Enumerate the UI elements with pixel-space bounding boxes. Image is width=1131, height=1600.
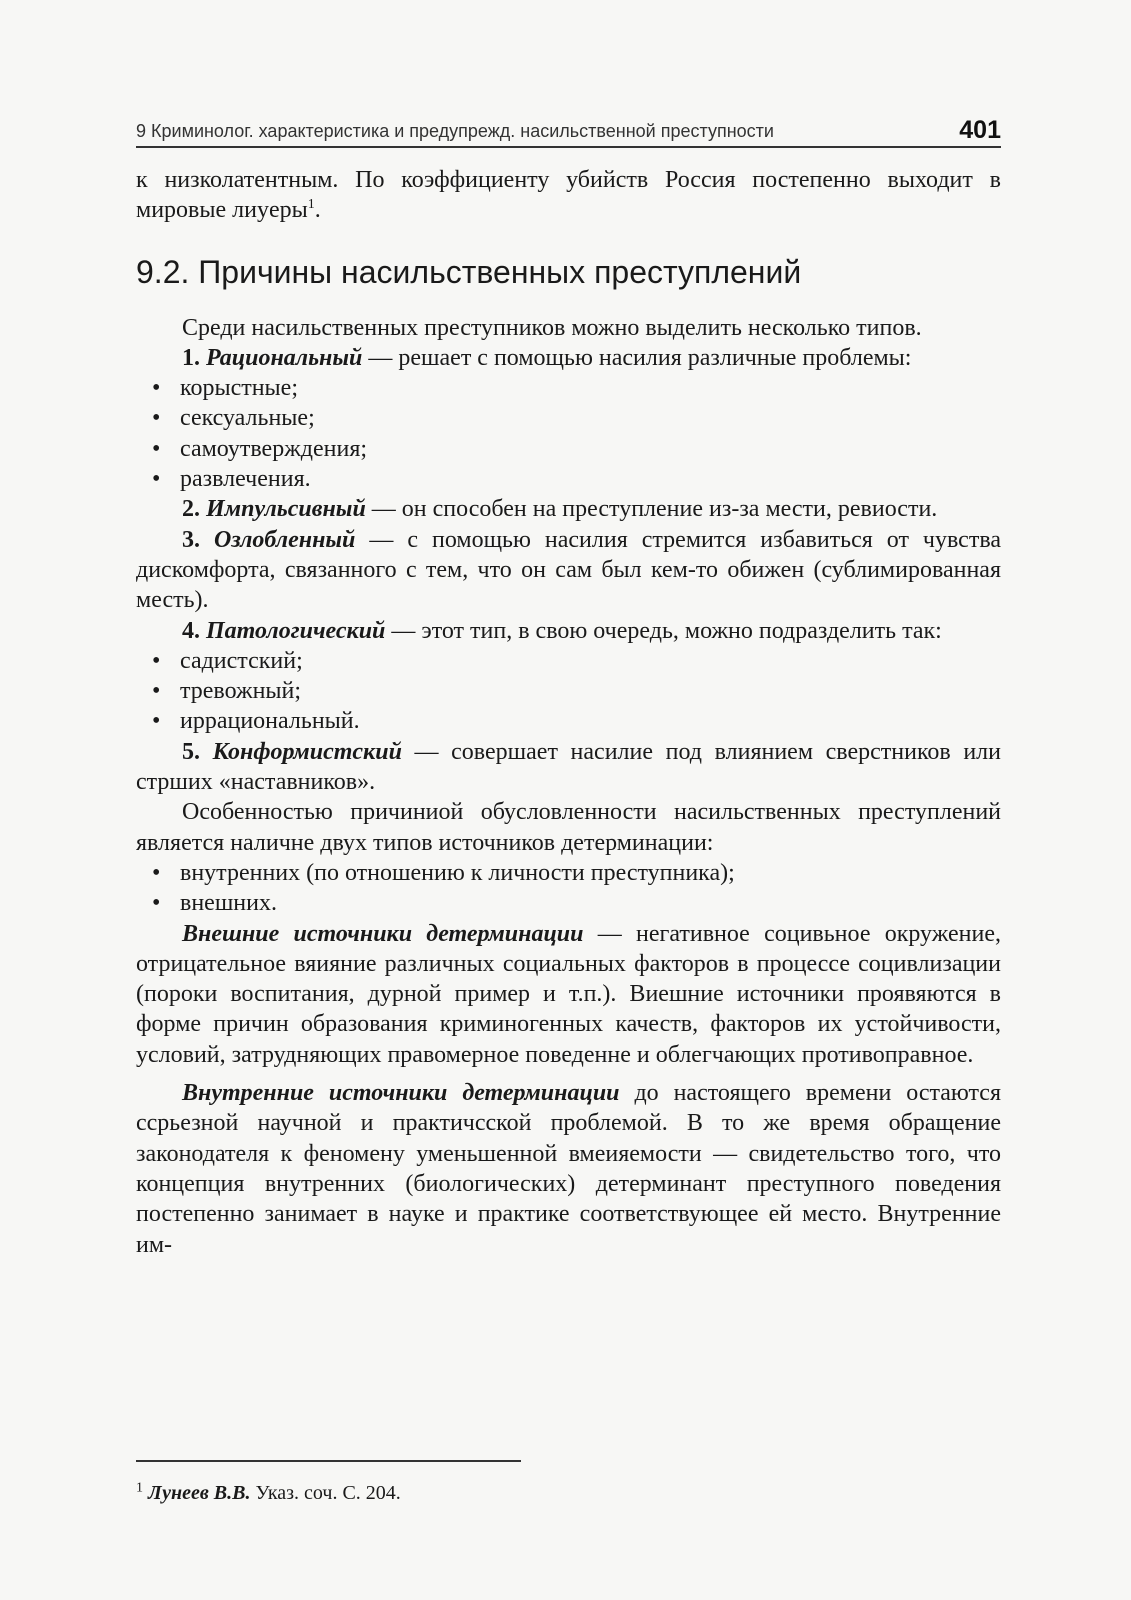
footnote-divider bbox=[136, 1460, 521, 1462]
list-item: • сексуальные; bbox=[180, 403, 1001, 433]
list-item: • развлечения. bbox=[180, 464, 1001, 494]
type-embittered: 3. Озлобленный — с помощью насилия стремится избавиться от чувства дискомфорта, связанного с тем, что он сам был кем-то обижен (сублимированная месть). bbox=[136, 526, 1001, 614]
list-item: • внешних. bbox=[180, 888, 1001, 918]
type-pathological: 4. Патологический — этот тип, в свою очередь, можно подразделить так: bbox=[182, 617, 942, 644]
paragraph-determination-feature: Особенностью причиниой обусловленности насильственных преступлений является наличне двух типов источников детерминации: bbox=[136, 799, 1001, 856]
page-body bbox=[136, 165, 1001, 1260]
running-header-title: 9 Криминолог. характеристика и предупрежд. насильственной преступности bbox=[136, 121, 774, 141]
determination-sources-list bbox=[136, 858, 1001, 919]
footnote-reference[interactable]: 1 bbox=[307, 197, 315, 213]
list-item: • внутренних (по отношению к личности преступника); bbox=[180, 858, 1001, 888]
paragraph-external-sources: Внешние источники детерминации — негативное социвьное окружение, отрицательное вяияние различных социальных факторов в процессе социвлизации (пороки воспитания, дурной пример и т.п.). Виешние источники проявяются в форме причин образования криминогенных качеств, факторов их устойчивости, условий, затрудняющих правомерное поведенне и облегчающих противоправное. bbox=[136, 920, 1001, 1068]
list-item: • садистский; bbox=[180, 646, 1001, 676]
footnote-text: Указ. соч. С. 204. bbox=[250, 1482, 401, 1504]
list-item: • иррациональный. bbox=[180, 706, 1001, 736]
paragraph-internal-sources: Внутренние источники детерминации до настоящего времени остаются ссрьезной научной и практичсской проблемой. В то же время обращение законодателя к феномену уменьшенной вмеияемости — свидетельство того, что концепция внутренних (биологических) детерминант преступного поведения постепенно занимает в науке и практике соответствующее ей место. Внутренние им- bbox=[136, 1080, 1002, 1258]
type-rational: 1. Рациональный — решает с помощью насилия различные проблемы: bbox=[182, 344, 912, 371]
type-conformist: 5. Конформистский — совершает насилие под влиянием сверстников или стрших «наставников». bbox=[136, 738, 1002, 796]
list-item: • самоутверждения; bbox=[180, 434, 1001, 464]
intro-paragraph: к низколатентным. По коэффициенту убийств Россия постепенно выходит в мировые лиyеры$^1$. bbox=[136, 167, 1001, 224]
footnote bbox=[136, 1480, 1001, 1506]
list-item: • тревожный; bbox=[180, 676, 1001, 706]
pathological-subtypes-list bbox=[136, 646, 1001, 737]
rational-problems-list bbox=[136, 373, 1001, 494]
section-title: 9.2. Причины насильственных преступлений bbox=[136, 253, 802, 290]
list-item: • корыстные; bbox=[180, 373, 1001, 403]
paragraph-types-intro: Среди насильственных преступников можно выделить несколько типов. bbox=[182, 314, 922, 341]
footnote-author: Лунеев В.В. bbox=[148, 1482, 251, 1504]
footnote-mark: 1 bbox=[136, 1480, 143, 1496]
page-number: 401 bbox=[959, 116, 1001, 144]
running-header bbox=[136, 110, 1001, 148]
type-impulsive: 2. Импульсивный — он способен на преступление из-за мести, ревиости. bbox=[182, 496, 938, 523]
